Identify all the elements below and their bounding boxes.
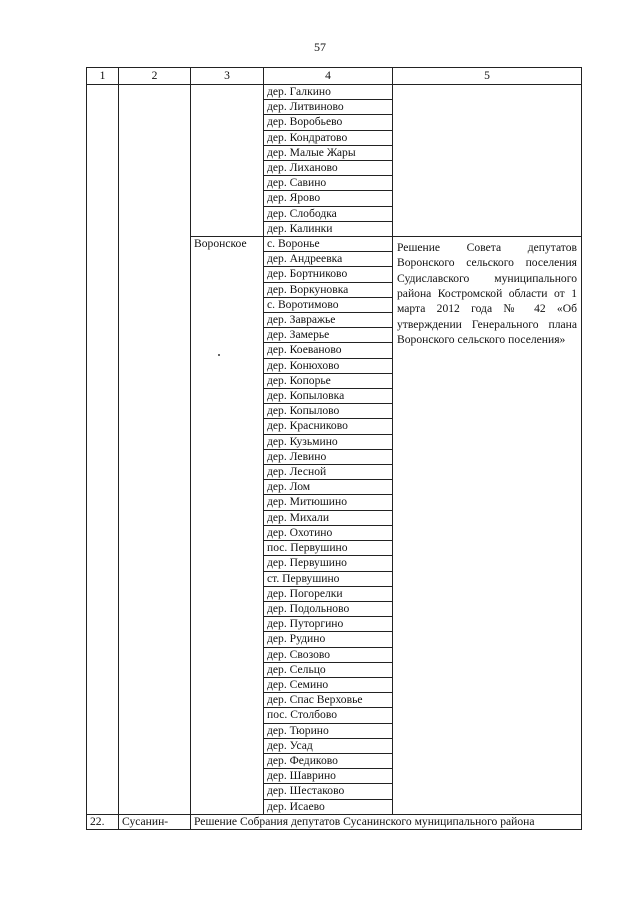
village-cell: дер. Лом [264,480,393,495]
village-cell: дер. Копыловка [264,389,393,404]
village-cell: дер. Шестаково [264,784,393,799]
village-cell: дер. Усад [264,738,393,753]
settlement-cell [191,85,264,237]
village-cell: дер. Путоргино [264,617,393,632]
table-row [87,85,582,100]
village-cell: дер. Митюшино [264,495,393,510]
village-cell: дер. Свозово [264,647,393,662]
column-header-3: 3 [191,68,264,85]
village-cell: дер. Слободка [264,206,393,221]
column-header-4: 4 [264,68,393,85]
column-header-5: 5 [393,68,582,85]
village-cell: дер. Сельцо [264,662,393,677]
decision-cell [393,85,582,237]
column-header-1: 1 [87,68,119,85]
table-row-22 [87,814,582,829]
village-cell: дер. Бортниково [264,267,393,282]
village-cell: дер. Тюрино [264,723,393,738]
village-cell: дер. Кондратово [264,130,393,145]
village-cell: дер. Копылово [264,404,393,419]
row-22-district: Сусанин- [119,814,191,829]
village-cell: дер. Воркуновка [264,282,393,297]
village-cell: дер. Федиково [264,753,393,768]
village-cell: пос. Первушино [264,541,393,556]
row-22-number: 22. [87,814,119,829]
village-cell: ст. Первушино [264,571,393,586]
village-cell: дер. Литвиново [264,100,393,115]
village-cell: дер. Воробьево [264,115,393,130]
village-cell: дер. Савино [264,176,393,191]
village-cell: дер. Левино [264,449,393,464]
column-header-2: 2 [119,68,191,85]
village-cell: дер. Калинки [264,221,393,236]
village-cell: дер. Подольново [264,601,393,616]
village-cell: дер. Шаврино [264,769,393,784]
village-cell: дер. Рудино [264,632,393,647]
decision-voronskoe: Решение Совета депутатов Воронского сельского поселения Судиславского муниципального района Костромской области от 1 марта 2012 года № 42 «Об утверждении Генерального плана Воронского сельского поселения» [393,237,582,815]
village-cell: дер. Погорелки [264,586,393,601]
stray-mark [218,354,220,356]
village-cell: дер. Малые Жары [264,145,393,160]
village-cell: с. Воронье [264,237,393,252]
village-cell: дер. Семино [264,677,393,692]
village-cell: дер. Конюхово [264,358,393,373]
village-cell: дер. Первушино [264,556,393,571]
village-cell: дер. Завражье [264,313,393,328]
village-cell: дер. Спас Верховье [264,693,393,708]
village-cell: дер. Галкино [264,85,393,100]
village-cell: дер. Исаево [264,799,393,814]
page-number: 57 [314,40,326,54]
village-cell: дер. Лиханово [264,161,393,176]
village-cell: дер. Михали [264,510,393,525]
village-cell: дер. Лесной [264,465,393,480]
village-cell: с. Воротимово [264,297,393,312]
village-cell: дер. Андреевка [264,252,393,267]
village-cell: дер. Коеваново [264,343,393,358]
table-header-row [87,68,582,85]
settlements-table [86,67,582,830]
district-cell [119,85,191,815]
village-cell: дер. Копорье [264,373,393,388]
village-cell: дер. Кузьмино [264,434,393,449]
village-cell: дер. Замерье [264,328,393,343]
village-cell: дер. Ярово [264,191,393,206]
village-cell: дер. Красниково [264,419,393,434]
village-cell: пос. Столбово [264,708,393,723]
number-cell [87,85,119,815]
settlement-name-voronskoe: Воронское [191,237,264,815]
village-cell: дер. Охотино [264,525,393,540]
row-22-decision: Решение Собрания депутатов Сусанинского муниципального района [191,814,582,829]
